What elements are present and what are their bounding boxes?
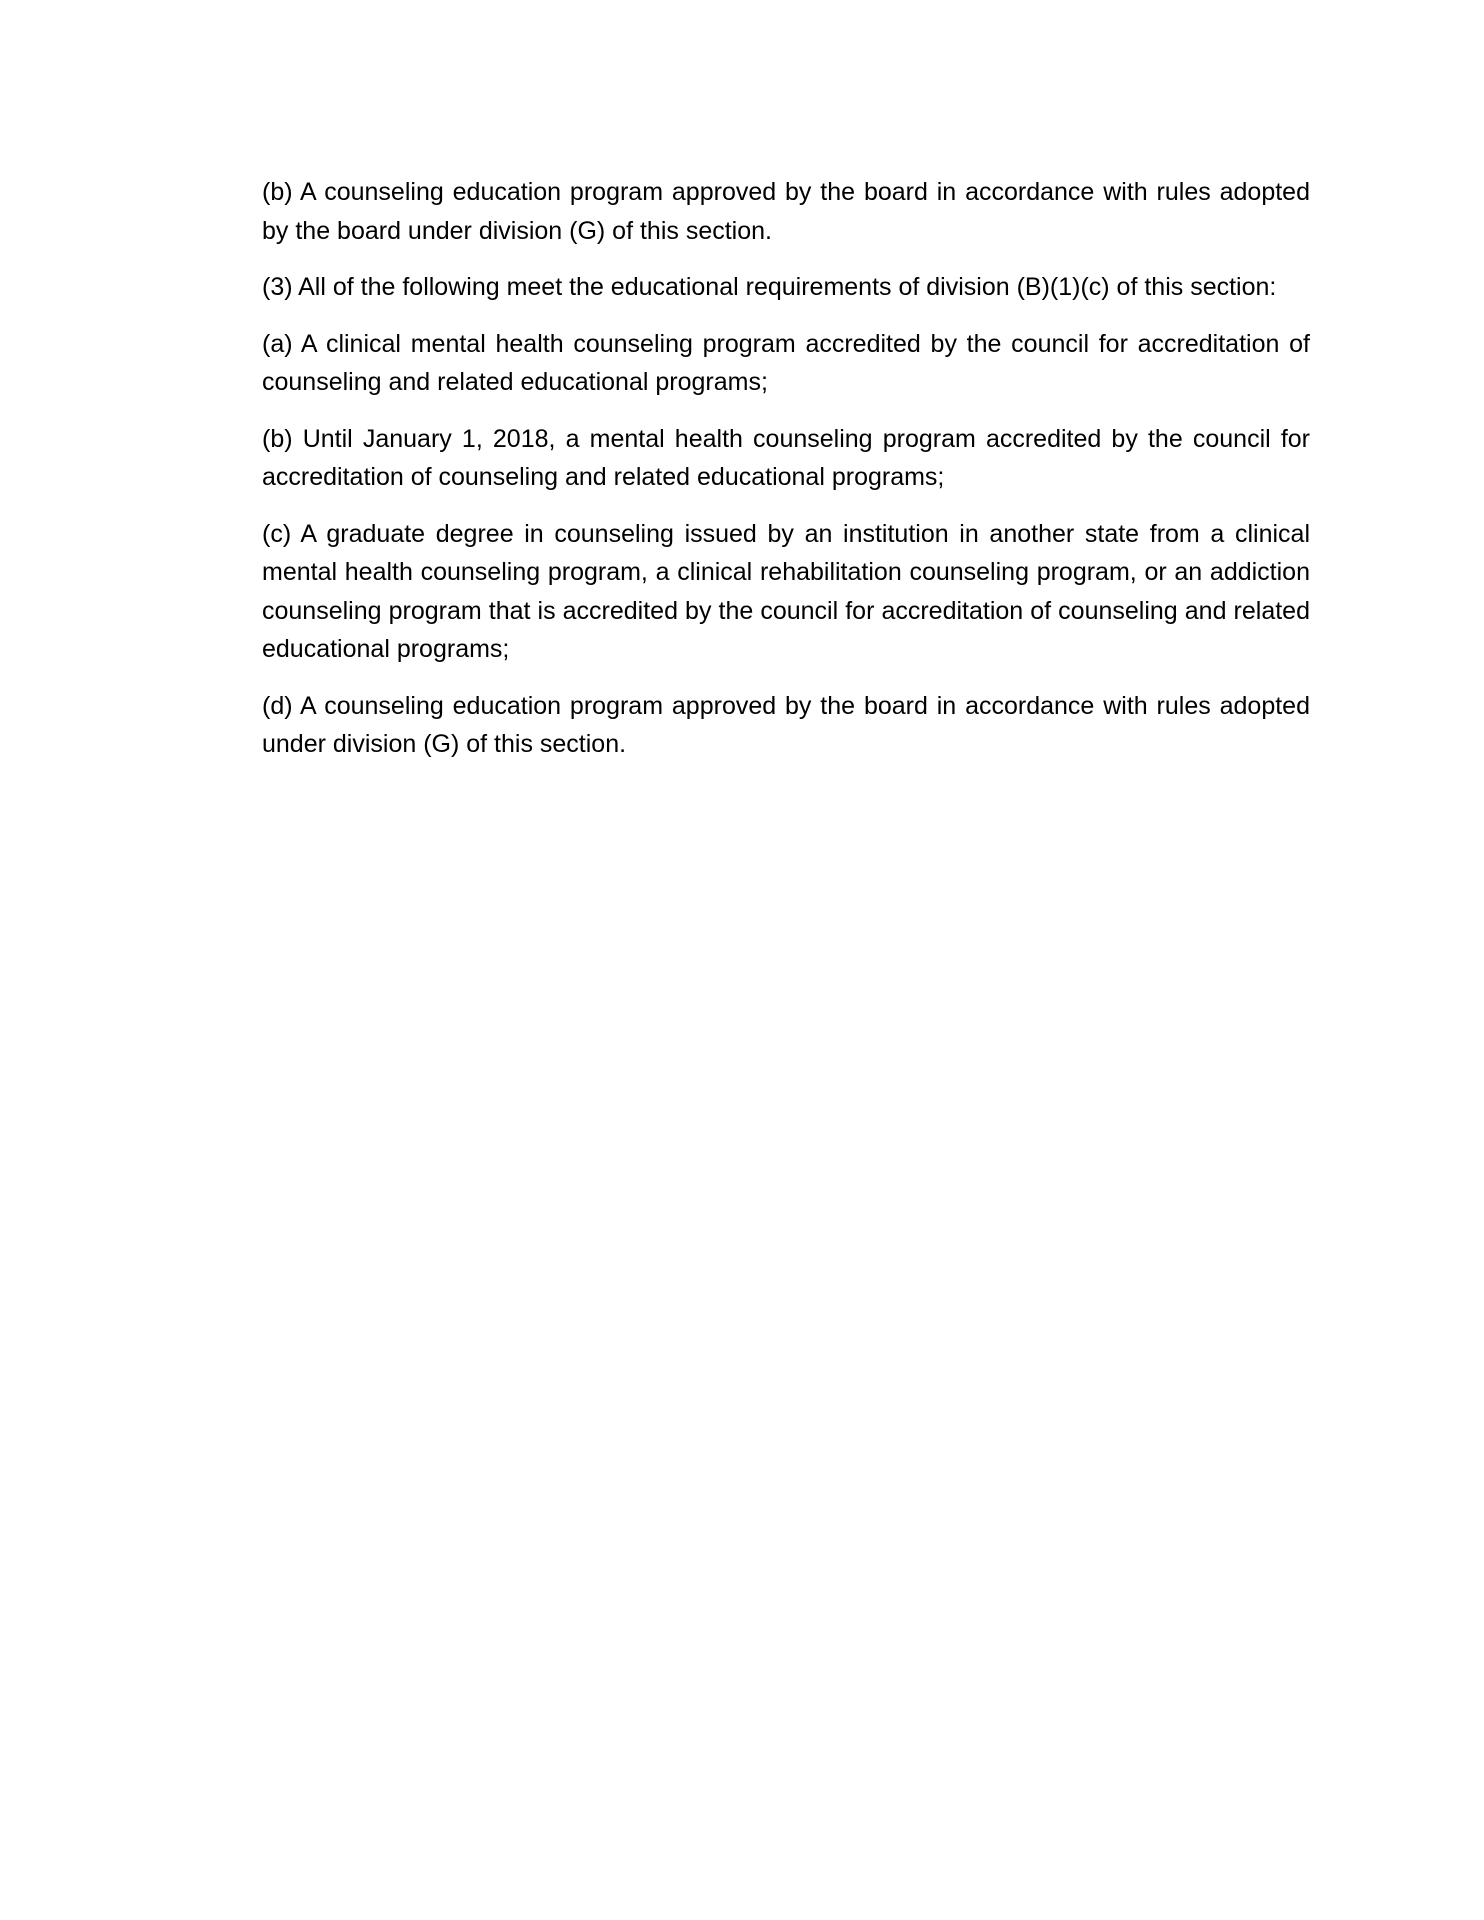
- document-body: [262, 173, 1310, 782]
- paragraph-c-graduate-degree-other-state: (c) A graduate degree in counseling issued by an institution in another state from a clinical mental health counseling program, a clinical rehabilitation counseling program, or an addiction counseling program that is accredited by the council for accreditation of counseling and related educational programs;: [262, 519, 1310, 663]
- paragraph-a-clinical-mental-health: (a) A clinical mental health counseling program accredited by the council for accreditation of counseling and related educational programs;: [262, 329, 1310, 396]
- paragraph-b-until-2018: (b) Until January 1, 2018, a mental health counseling program accredited by the council for accreditation of counseling and related educational programs;: [262, 424, 1310, 491]
- paragraph-b-board-approved-program: (b) A counseling education program approved by the board in accordance with rules adopted by the board under division (G) of this section.: [262, 178, 1310, 245]
- paragraph-d-board-approved-program: (d) A counseling education program approved by the board in accordance with rules adopted under division (G) of this section.: [262, 691, 1310, 758]
- paragraph-3-educational-requirements: (3) All of the following meet the educational requirements of division (B)(1)(c) of this section:: [262, 273, 1277, 301]
